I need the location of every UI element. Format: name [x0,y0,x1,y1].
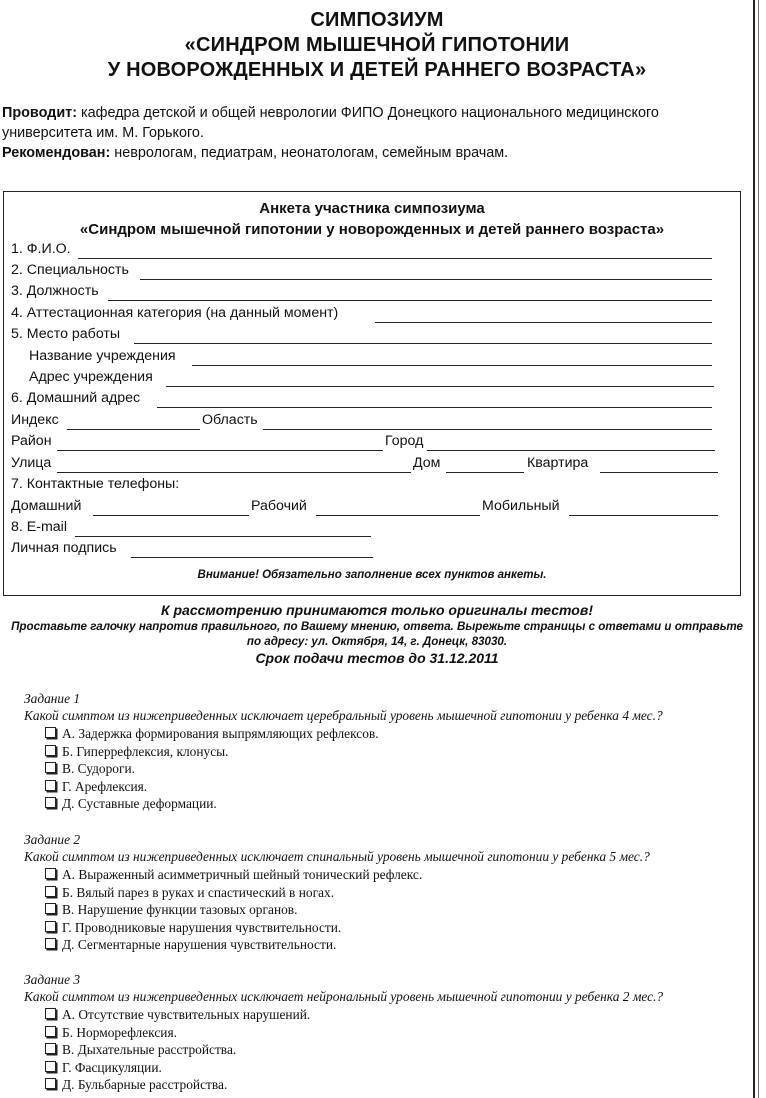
form-title-line-1: Анкета участника симпозиума [259,200,485,217]
answer-option[interactable] [24,884,650,902]
title-line-2: «СИНДРОМ МЫШЕЧНОЙ ГИПОТОНИИ [184,34,570,56]
checkbox-icon[interactable] [45,745,56,756]
fio-label: 1. Ф.И.О. [11,241,71,257]
checkbox-icon[interactable] [45,1026,56,1037]
submission-rules [0,602,754,667]
task-2 [24,831,650,954]
answer-option[interactable] [24,1006,663,1024]
answer-option[interactable] [24,866,650,884]
title-line-3: У НОВОРОЖДЕННЫХ И ДЕТЕЙ РАННЕГО ВОЗРАСТА» [107,59,647,81]
email-label: 8. E-mail [11,519,67,535]
phones-label: 7. Контактные телефоны: [11,476,180,492]
email-field[interactable] [75,536,371,537]
region-field[interactable] [263,429,712,430]
inst-address-label: Адрес учреждения [29,369,153,385]
position-label: 3. Должность [11,283,99,299]
conducted-by [2,103,750,143]
phone-work-field[interactable] [316,515,480,516]
answer-option[interactable] [24,1024,663,1042]
option-text: Г. Фасцикуляции. [62,1059,162,1075]
answer-option[interactable] [24,1041,663,1059]
task-label: Задание 1 [24,691,81,706]
signature-label: Личная подпись [11,540,117,556]
task-1 [24,690,663,813]
checkbox-icon[interactable] [45,1043,56,1054]
task-question: Какой симптом из нижеприведенных исключает церебральный уровень мышечной гипотонии у ребенка 4 мес.? [24,708,663,723]
specialty-field[interactable] [140,279,712,280]
category-label: 4. Аттестационная категория (на данный момент) [11,305,339,321]
specialty-label: 2. Специальность [11,262,129,278]
checkbox-icon[interactable] [45,727,56,738]
option-text: Б. Норморефлексия. [62,1024,177,1040]
page-title [0,8,754,83]
checkbox-icon[interactable] [45,886,56,897]
district-label: Район [11,433,52,449]
answer-option[interactable] [24,760,663,778]
city-label: Город [385,433,424,449]
phone-home-label: Домашний [11,498,82,514]
rules-originals: К рассмотрению принимаются только оригиналы тестов! [161,602,593,618]
fio-field[interactable] [78,258,712,259]
answer-option[interactable] [24,743,663,761]
intro [2,103,750,163]
answer-option[interactable] [24,919,650,937]
house-label: Дом [413,455,441,471]
institution-field[interactable] [192,365,712,366]
conducted-label: Проводит: [2,105,78,121]
task-3 [24,971,663,1094]
workplace-field[interactable] [134,343,712,344]
option-text: Д. Суставные деформации. [62,796,217,812]
home-address-label: 6. Домашний адрес [11,390,141,406]
checkbox-icon[interactable] [45,1008,56,1019]
participant-form [3,191,741,596]
conducted-text: кафедра детской и общей неврологии ФИПО Донецкого национального медицинского университета им. М. Горького. [2,105,659,141]
index-label: Индекс [11,412,59,428]
checkbox-icon[interactable] [45,1078,56,1089]
option-text: Б. Гиперрефлексия, клонусы. [62,743,229,759]
rules-instructions: Проставьте галочку напротив правильного, по Вашему мнению, ответа. Вырежьте страницы с ответами и отправьте [11,620,743,633]
cut-line [753,0,755,1098]
option-text: Д. Сегментарные нарушения чувствительности. [62,937,337,953]
option-text: Г. Проводниковые нарушения чувствительности. [62,919,342,935]
signature-field[interactable] [131,557,373,558]
rules-deadline: Срок подачи тестов до 31.12.2011 [255,650,499,666]
answer-option[interactable] [24,1059,663,1077]
option-text: В. Нарушение функции тазовых органов. [62,902,298,918]
home-address-field[interactable] [157,407,712,408]
option-text: Б. Вялый парез в руках и спастический в ногах. [62,884,335,900]
institution-label: Название учреждения [29,348,176,364]
checkbox-icon[interactable] [45,938,56,949]
option-text: А. Отсутствие чувствительных нарушений. [62,1007,311,1022]
task-label: Задание 2 [24,832,81,847]
inst-address-field[interactable] [166,386,714,387]
checkbox-icon[interactable] [45,868,56,879]
rules-address: по адресу: ул. Октября, 14, г. Донецк, 83030. [246,635,508,648]
answer-option[interactable] [24,1076,663,1094]
checkbox-icon[interactable] [45,1061,56,1072]
recommended-label: Рекомендован: [2,145,111,161]
answer-option[interactable] [24,778,663,796]
checkbox-icon[interactable] [45,780,56,791]
apartment-label: Квартира [527,455,589,471]
phone-home-field[interactable] [93,515,249,516]
task-question: Какой симптом из нижеприведенных исключает нейрональный уровень мышечной гипотонии у ребенка 2 мес.? [24,989,664,1004]
district-field[interactable] [57,450,383,451]
city-field[interactable] [427,450,715,451]
option-text: А. Задержка формирования выпрямляющих рефлексов. [62,726,379,741]
checkbox-icon[interactable] [45,762,56,773]
street-field[interactable] [57,472,411,473]
option-text: Д. Бульбарные расстройства. [62,1077,228,1093]
phone-mobile-field[interactable] [569,515,718,516]
apartment-field[interactable] [600,472,718,473]
option-text: В. Дыхательные расстройства. [62,1042,237,1058]
option-text: А. Выраженный асимметричный шейный тонический рефлекс. [62,867,423,882]
phone-work-label: Рабочий [251,498,307,514]
title-line-1: СИМПОЗИУМ [310,9,444,31]
answer-option[interactable] [24,795,663,813]
street-label: Улица [11,455,52,471]
answer-option[interactable] [24,936,650,954]
cut-line-shadow [758,0,759,1098]
recommended-text: неврологам, педиатрам, неонатологам, семейным врачам. [110,145,509,161]
position-field[interactable] [108,300,712,301]
answer-option[interactable] [24,725,663,743]
recommended-for [2,143,750,163]
workplace-label: 5. Место работы [11,326,121,342]
phone-mobile-label: Мобильный [482,498,560,514]
option-text: Г. Арефлексия. [62,778,148,794]
index-field[interactable] [67,429,200,430]
form-title-line-2: «Синдром мышечной гипотонии у новорожденных и детей раннего возраста» [79,221,665,238]
checkbox-icon[interactable] [45,903,56,914]
task-question: Какой симптом из нижеприведенных исключает спинальный уровень мышечной гипотонии у ребенка 5 мес.? [24,849,650,864]
checkbox-icon[interactable] [45,921,56,932]
answer-option[interactable] [24,901,650,919]
checkbox-icon[interactable] [45,797,56,808]
option-text: В. Судороги. [62,761,135,777]
form-title [4,198,740,240]
region-label: Область [202,412,258,428]
category-field[interactable] [375,322,712,323]
form-note: Внимание! Обязательно заполнение всех пунктов анкеты. [197,569,547,581]
house-field[interactable] [446,472,524,473]
task-label: Задание 3 [24,972,81,987]
